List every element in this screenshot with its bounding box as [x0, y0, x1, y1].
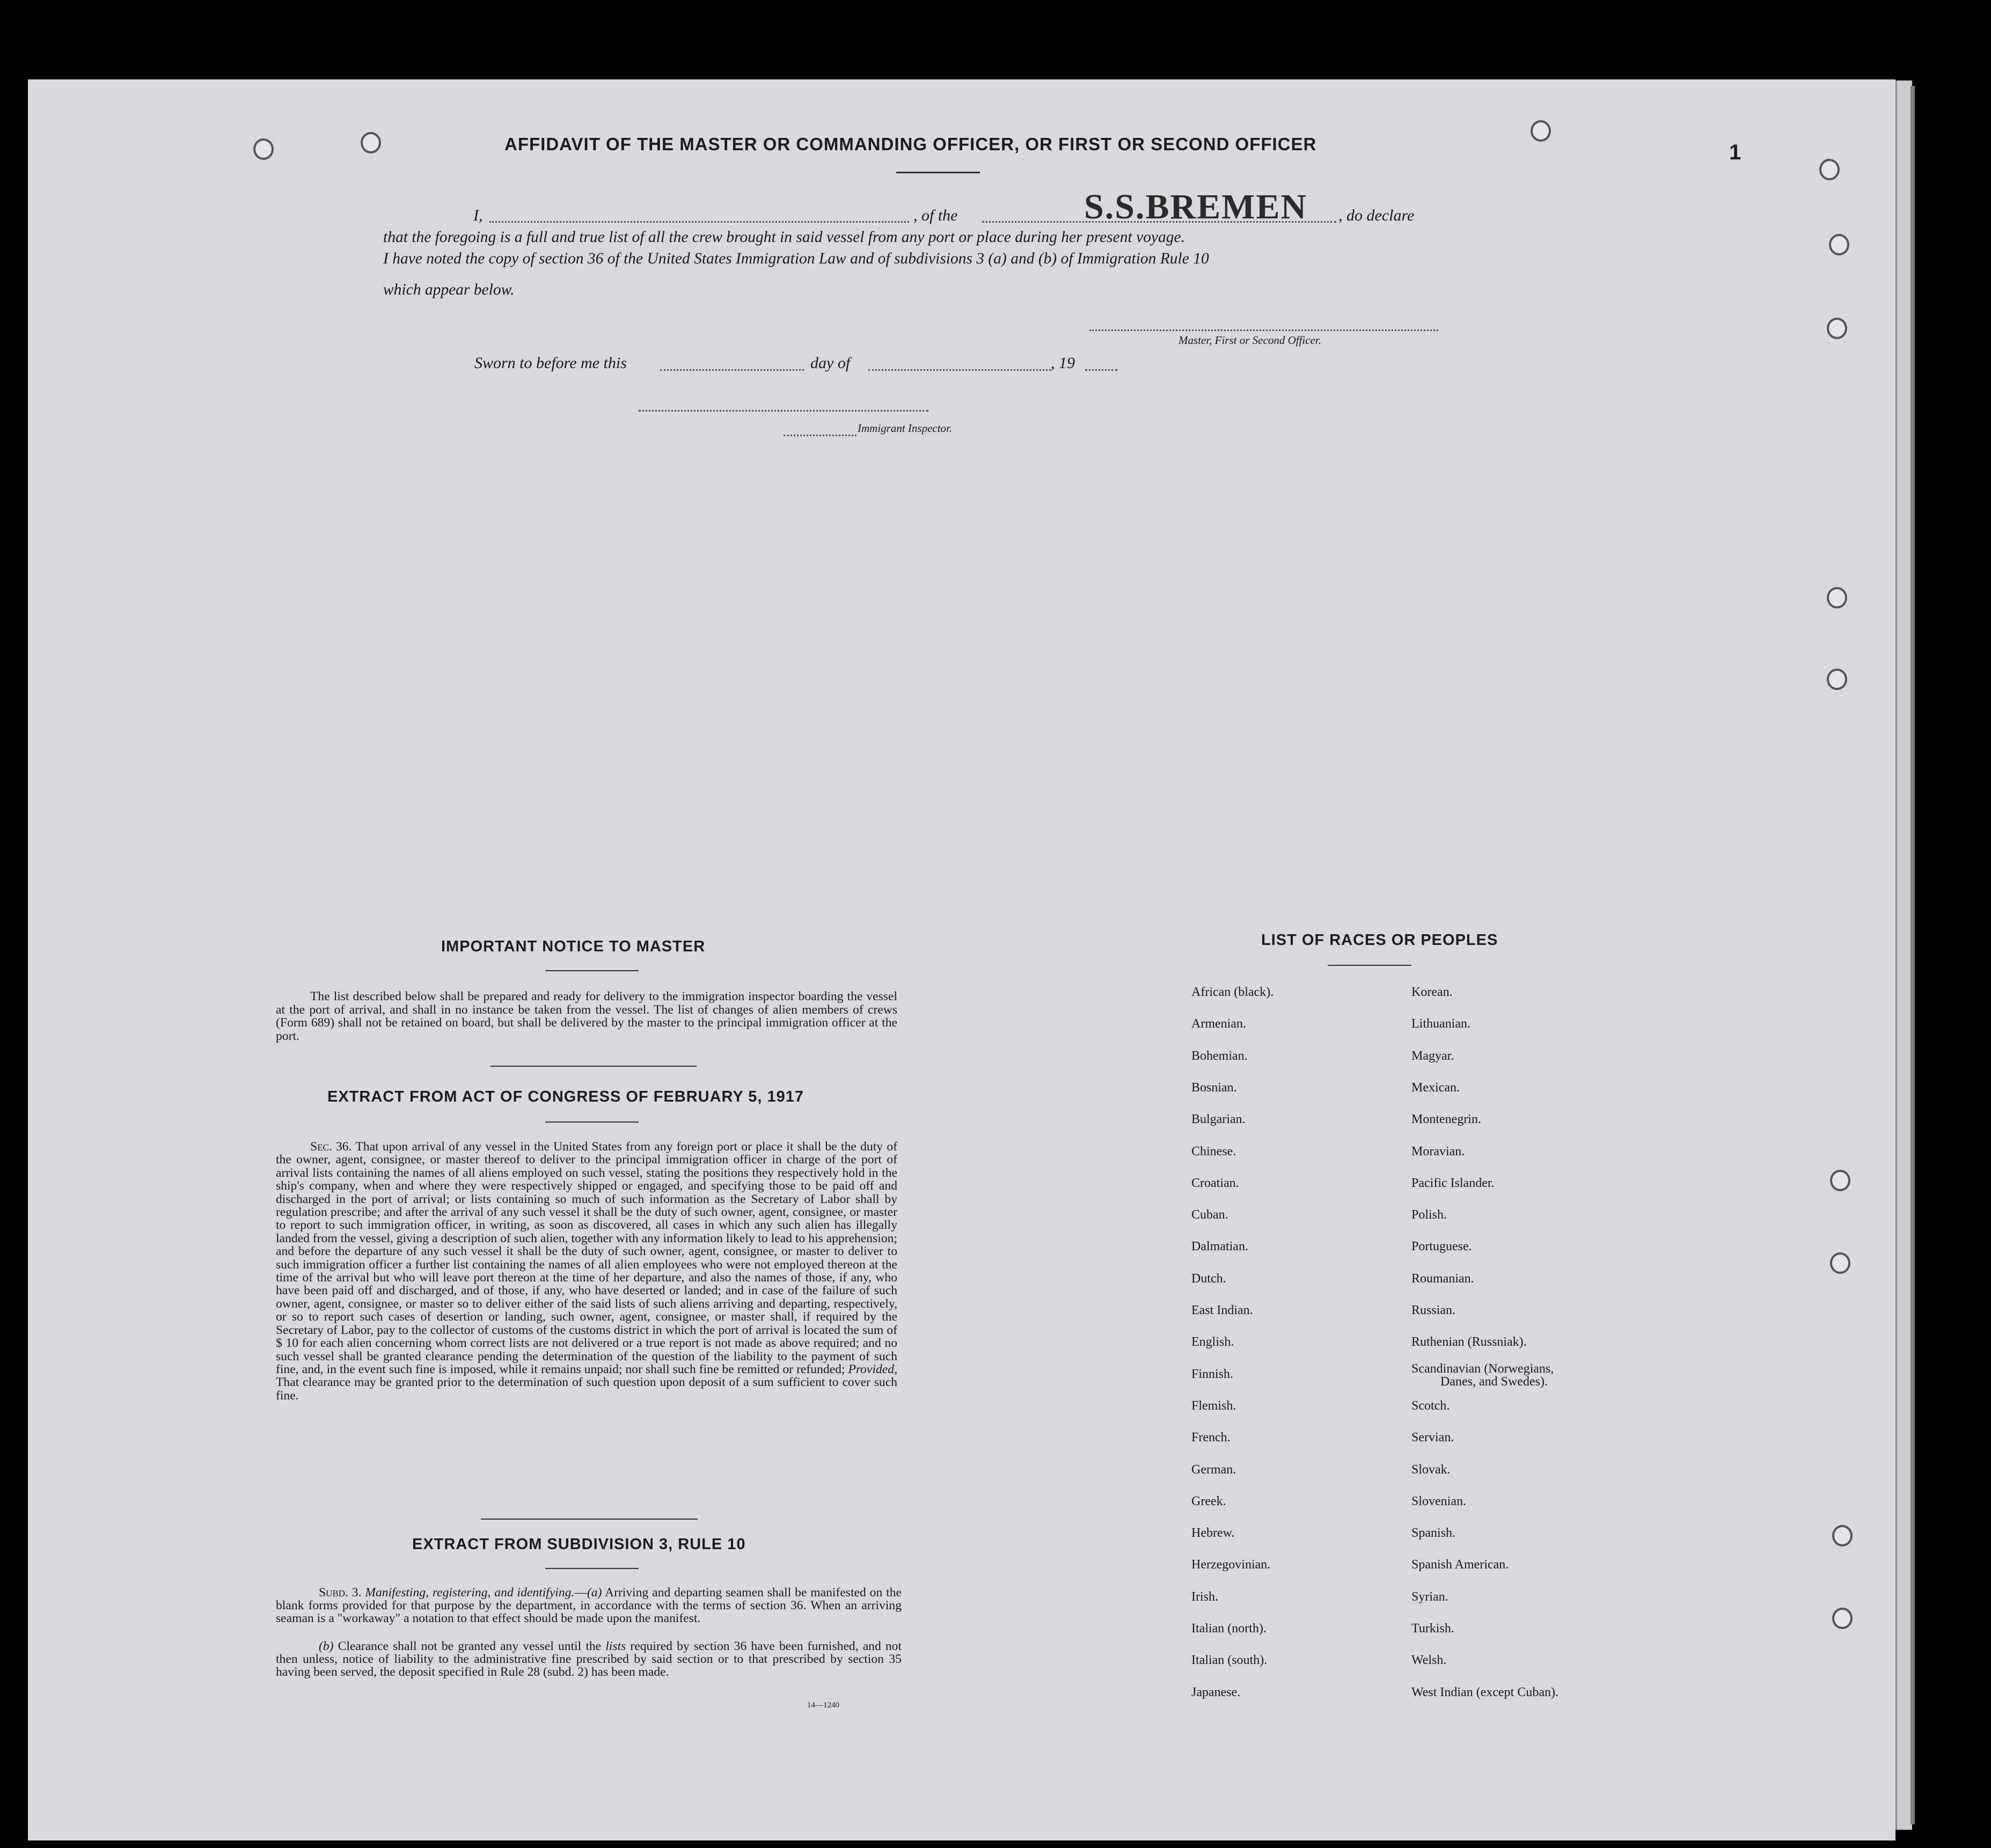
affidavit-line-3: I have noted the copy of section 36 of the United States Immigration Law and of subdivisions 3 (a) and (b) of Immigration Rule 10 — [383, 250, 1209, 267]
race-item: Syrian. — [1411, 1589, 1448, 1604]
race-item: Bosnian. — [1191, 1080, 1237, 1095]
affidavit-title: AFFIDAVIT OF THE MASTER OR COMMANDING OFFICER, OR FIRST OR SECOND OFFICER — [504, 134, 1317, 154]
race-item: Servian. — [1411, 1431, 1454, 1445]
rule-rule — [545, 1568, 639, 1569]
punch-hole-icon — [1832, 1525, 1853, 1546]
race-item: Scotch. — [1411, 1398, 1450, 1413]
race-item: Flemish. — [1191, 1398, 1236, 1413]
title-rule — [896, 172, 980, 173]
punch-hole-icon — [1531, 120, 1551, 142]
form-number: 14—1240 — [807, 1701, 839, 1710]
race-item: Herzegovinian. — [1191, 1558, 1271, 1572]
act-heading: EXTRACT FROM ACT OF CONGRESS OF FEBRUARY 5, 1917 — [327, 1088, 804, 1105]
race-item: West Indian (except Cuban). — [1411, 1685, 1558, 1699]
race-item-continuation: Danes, and Swedes). — [1440, 1374, 1548, 1389]
year-line — [1085, 369, 1117, 371]
do-declare-label: , do declare — [1338, 207, 1415, 224]
race-item: Roumanian. — [1411, 1271, 1474, 1286]
affidavit-line-2: that the foregoing is a full and true list of all the crew brought in said vessel from any port or place during her present voyage. — [383, 229, 1185, 246]
race-item: African (black). — [1191, 985, 1274, 999]
punch-hole-icon — [1830, 1170, 1850, 1191]
race-item: Dalmatian. — [1191, 1240, 1248, 1254]
sworn-label: Sworn to before me this — [474, 354, 627, 372]
race-item: Italian (south). — [1191, 1653, 1268, 1668]
subd-b-lists: lists — [605, 1639, 626, 1653]
race-item: Lithuanian. — [1411, 1017, 1470, 1031]
race-item: Slovenian. — [1411, 1494, 1466, 1508]
provided-label: Provided, — [848, 1362, 897, 1376]
act-text-2: That clearance may be granted prior to the determination of such question upon deposit of a sum sufficient to cover such fine. — [276, 1375, 897, 1403]
officer-name-line — [489, 221, 909, 223]
punch-hole-icon — [1827, 669, 1847, 690]
race-item: Dutch. — [1191, 1271, 1226, 1286]
race-item: Magyar. — [1411, 1048, 1454, 1063]
race-item: Mexican. — [1411, 1080, 1460, 1095]
races-heading: LIST OF RACES OR PEOPLES — [1261, 932, 1498, 949]
race-item: French. — [1191, 1431, 1231, 1445]
act-rule — [545, 1121, 639, 1123]
subd-title: Manifesting, registering, and identifying. — [365, 1586, 575, 1600]
race-item: Korean. — [1411, 985, 1453, 999]
notice-rule — [545, 970, 639, 971]
race-item: Russian. — [1411, 1303, 1456, 1317]
race-item: Cuban. — [1191, 1208, 1228, 1222]
act-text-1: That upon arrival of any vessel in the United States from any foreign port or place it shall be the duty of the owner, agent, consignee, or master thereof to deliver to the principal immigration officer in charge of the port of arrival lists containing the names of all aliens employed on such vessel, stating the positions they respectively hold in the ship's company, when and where they were respectively shipped or engaged, and specifying those to be paid off and discharged in the port of arrival; or lists containing so much of such information as the Secretary of Labor shall by regulation prescribe; and after the arrival of any such vessel it shall be the duty of such owner, agent, consignee, or master to report to such immigration officer, in writing, as soon as discovered, all cases in which any such alien has illegally landed from the vessel, giving a description of such alien, together with any information likely to lead to his apprehension; and before the departure of any such vessel it shall be the duty of such owner, agent, consignee, or master to deliver to such immigration officer a further list containing the names of all alien employees who were not employed thereon at the time of the arrival but who will leave port thereon at the time of her departure, and also the names of those, if any, who have been paid off and discharged, and of those, if any, who have deserted or landed; and in case of the failure of such owner, agent, consignee, or master so to deliver either of the said lists of such aliens arriving and departing, respectively, or so to report such cases of desertion or landing, such owner, agent, consignee, or master shall, if required by the Secretary of Labor, pay to the collector of customs of the customs district in which the port of arrival is located the sum of $ 10 for each alien concerning whom correct lists are not delivered or a true report is not made as above required; and no such vessel shall be granted clearance pending the determination of the question of the liability to the payment of such fine, and, in the event such fine is imposed, while it remains unpaid; nor shall such fine be remitted or refunded; — [276, 1140, 897, 1376]
race-item: Finnish. — [1191, 1367, 1234, 1381]
race-item: Slovak. — [1411, 1462, 1451, 1477]
race-item: Hebrew. — [1191, 1526, 1235, 1541]
notice-heading: IMPORTANT NOTICE TO MASTER — [441, 938, 706, 955]
inspector-caption-leader — [784, 435, 857, 436]
race-item: English. — [1191, 1335, 1234, 1350]
signature-caption: Master, First or Second Officer. — [1179, 334, 1321, 347]
race-item: East Indian. — [1191, 1303, 1253, 1317]
vessel-name-stamp: S.S.BREMEN — [1084, 187, 1308, 226]
punch-hole-icon — [1827, 318, 1847, 339]
rule-subd-3: Subd. 3. Manifesting, registering, and identifying.—(a) Arriving and departing seamen shall be manifested on the blank forms provided for that purpose by the department, in accordance with the terms of section 36. When an arriving seaman is a "workaway" a notation to that effect should be made upon the manifest. — [276, 1586, 902, 1626]
race-item: Irish. — [1191, 1589, 1218, 1604]
race-item: Armenian. — [1191, 1017, 1246, 1031]
race-item: Portuguese. — [1411, 1240, 1472, 1254]
race-item: German. — [1191, 1462, 1236, 1477]
race-item: Japanese. — [1191, 1685, 1241, 1699]
race-item: Montenegrin. — [1411, 1112, 1481, 1127]
race-item: Spanish. — [1411, 1526, 1456, 1541]
race-item: Pacific Islander. — [1411, 1176, 1495, 1190]
punch-hole-icon — [1830, 1252, 1850, 1274]
i-label: I, — [473, 207, 483, 224]
race-item: Ruthenian (Russniak). — [1411, 1335, 1527, 1350]
race-item: Greek. — [1191, 1494, 1226, 1508]
race-item: Spanish American. — [1411, 1558, 1509, 1572]
subd-a-label: (a) — [587, 1586, 602, 1600]
month-line — [868, 369, 1051, 371]
race-item: Scandinavian (Norwegians, — [1411, 1361, 1554, 1376]
subd-b-text-1: Clearance shall not be granted any vessel until the — [338, 1639, 602, 1653]
race-item: Welsh. — [1411, 1653, 1447, 1668]
subd-b-text-2: required by section 36 have been furnished, and not then unless, notice of liability to the administrative fine prescribed by said section or to that prescribed by section 35 having been served, the deposit specified in Rule 28 (subd. 2) has been made. — [276, 1639, 902, 1680]
signature-line — [1089, 329, 1438, 331]
race-item: Chinese. — [1191, 1144, 1236, 1158]
page-edge-shadow — [1911, 86, 1915, 1824]
race-item: Croatian. — [1191, 1176, 1239, 1190]
year-label: , 19 — [1051, 354, 1075, 372]
race-item: Italian (north). — [1191, 1622, 1267, 1636]
margin-mark: 1 — [1729, 141, 1741, 164]
punch-hole-icon — [1832, 1608, 1853, 1629]
of-the-label: , of the — [913, 207, 958, 224]
page-edge — [1895, 80, 1912, 1830]
inspector-signature-line — [639, 410, 928, 412]
sec-label: Sec. 36. — [310, 1140, 352, 1154]
subd-label: Subd. 3. — [319, 1586, 362, 1600]
punch-hole-icon — [1827, 587, 1847, 608]
subd-b-label: (b) — [319, 1639, 334, 1653]
rule-heading: EXTRACT FROM SUBDIVISION 3, RULE 10 — [412, 1536, 746, 1553]
punch-hole-icon — [1829, 234, 1849, 255]
inspector-caption: Immigrant Inspector. — [858, 422, 953, 435]
race-item: Moravian. — [1411, 1144, 1465, 1158]
race-item: Turkish. — [1411, 1622, 1454, 1636]
act-section-36 — [276, 1140, 897, 1402]
day-line — [660, 369, 804, 371]
section-rule — [491, 1066, 697, 1067]
punch-hole-icon — [1819, 159, 1840, 180]
affidavit-line-4: which appear below. — [383, 281, 515, 298]
punch-hole-icon — [253, 138, 274, 160]
races-rule — [1328, 965, 1411, 966]
section-rule-2 — [481, 1519, 698, 1520]
punch-hole-icon — [361, 132, 381, 153]
rule-subd-b — [276, 1640, 902, 1679]
notice-text: The list described below shall be prepared and ready for delivery to the immigration inspector boarding the vessel at the port of arrival, and shall in no instance be taken from the vessel. The list of changes of alien members of crews (Form 689) shall not be retained on board, but shall be delivered by the master to the principal immigration officer at the port. — [276, 989, 897, 1043]
race-item: Bohemian. — [1191, 1048, 1248, 1063]
race-item: Bulgarian. — [1191, 1112, 1246, 1127]
subd-a-text: Arriving and departing seamen shall be manifested on the blank forms provided for that purpose by the department, in accordance with the terms of section 36. When an arriving seaman is a "workaway" a notation to that effect should be made upon the manifest. — [276, 1586, 902, 1626]
race-item: Polish. — [1411, 1208, 1447, 1222]
day-of-label: day of — [810, 354, 851, 372]
document-page — [28, 79, 1895, 1840]
